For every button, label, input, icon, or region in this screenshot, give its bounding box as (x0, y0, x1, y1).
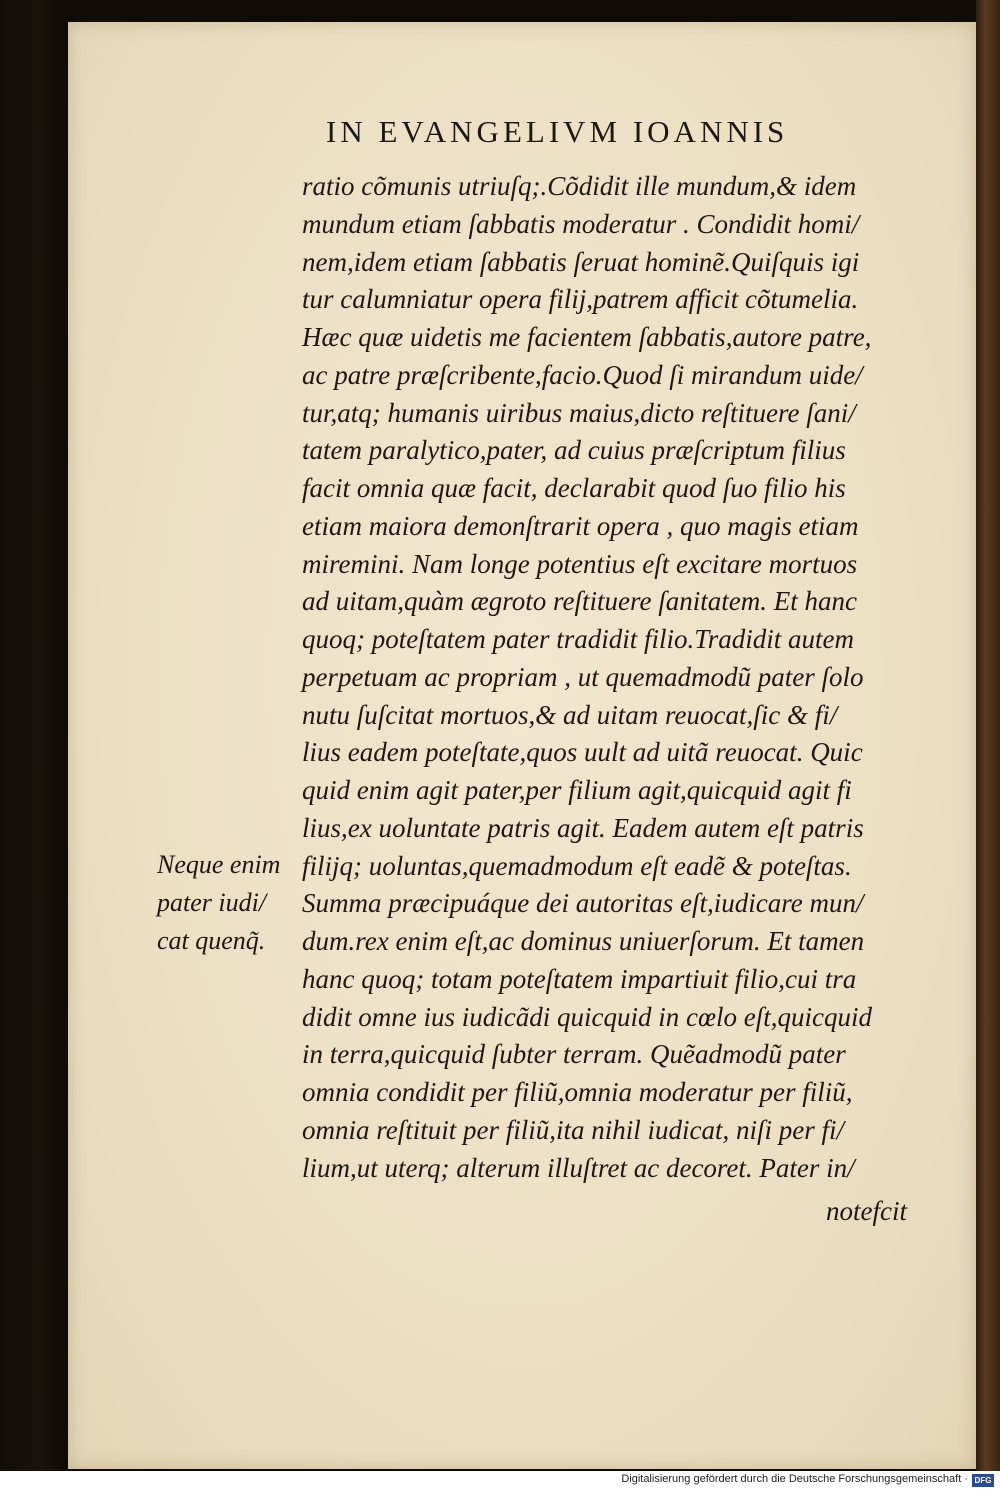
text-line: didit omne ius iudicãdi quicquid in cœlo eſt,quicquid (302, 1001, 872, 1032)
running-head: IN EVANGELIVM IOANNIS (326, 114, 789, 149)
text-line: dum.rex enim eſt,ac dominus uniuerſorum. Et tamen (302, 926, 865, 956)
text-line: tur calumniatur opera filij,patrem afficit cõtumelia. (302, 284, 859, 315)
marginal-note (157, 846, 297, 960)
text-line: lium,ut uterq; alterum illuſtret ac decoret. Pater in/ (302, 1152, 855, 1183)
text-line: lius eadem poteſtate,quos uult ad uitã reuocat. Quic (302, 737, 863, 768)
footer-bar (0, 1471, 1000, 1491)
text-line: in terra,quicquid ſubter terram. Quẽadmodũ pater (302, 1039, 846, 1070)
dfg-logo-icon: DFG (972, 1474, 994, 1487)
text-line: lius,ex uoluntate patris agit. Eadem autem eſt patris (302, 812, 864, 843)
marginal-note-line: Neque enim (157, 850, 281, 879)
text-line: ad uitam,quàm ægroto reſtituere ſanitatem. Et hanc (302, 586, 857, 617)
text-line: perpetuam ac propriam , ut quemadmodũ pater ſolo (302, 661, 864, 692)
text-line: omnia condidit per filiũ,omnia moderatur per filiũ, (302, 1077, 853, 1107)
text-line: omnia reſtituit per filiũ,ita nihil iudicat, niſi per fi/ (302, 1114, 844, 1145)
text-line: miremini. Nam longe potentius eſt excitare mortuos (302, 548, 858, 579)
text-line: etiam maiora demonſtrarit opera , quo magis etiam (302, 510, 859, 541)
text-line: mundum etiam ſabbatis moderatur . Condidit homi/ (302, 208, 860, 239)
text-line: quid enim agit pater,per filium agit,quicquid agit fi (302, 775, 852, 805)
text-line: tur,atq; humanis uiribus maius,dicto reſtituere ſani/ (302, 397, 856, 428)
text-line: hanc quoq; totam poteſtatem impartiuit filio,cui tra (302, 963, 857, 994)
footer-credit: Digitalisierung gefördert durch die Deutsche Forschungsgemeinschaft · (621, 1473, 968, 1485)
body-text (302, 168, 930, 1187)
marginal-note-line: pater iudi/ (157, 888, 267, 917)
text-line: ac patre præſcribente,facio.Quod ſi mirandum uide/ (302, 359, 863, 390)
text-line: filijq; uoluntas,quemadmodum eſt eadẽ & poteſtas. (302, 850, 852, 881)
text-line: Hæc quæ uidetis me facientem ſabbatis,autore patre, (302, 322, 872, 352)
marginal-note-line: cat quenq̃. (157, 926, 266, 955)
text-line: nutu ſuſcitat mortuos,& ad uitam reuocat,ſic & fi/ (302, 699, 838, 730)
text-line: tatem paralytico,pater, ad cuius præſcriptum filius (302, 435, 846, 466)
text-line: nem,idem etiam ſabbatis ſeruat hominẽ.Quiſquis igi (302, 246, 860, 277)
text-line: facit omnia quæ facit, declarabit quod ſuo filio his (302, 473, 846, 503)
text-line: quoq; poteſtatem pater tradidit filio.Tradidit autem (302, 624, 854, 654)
text-line: Summa præcipuáque dei autoritas eſt,iudicare mun/ (302, 888, 864, 919)
text-line: ratio cõmunis utriuſq;.Cõdidit ille mundum,& idem (302, 171, 857, 201)
catchword: notefcit (826, 1196, 907, 1226)
book-binding-edge (976, 0, 1000, 1471)
